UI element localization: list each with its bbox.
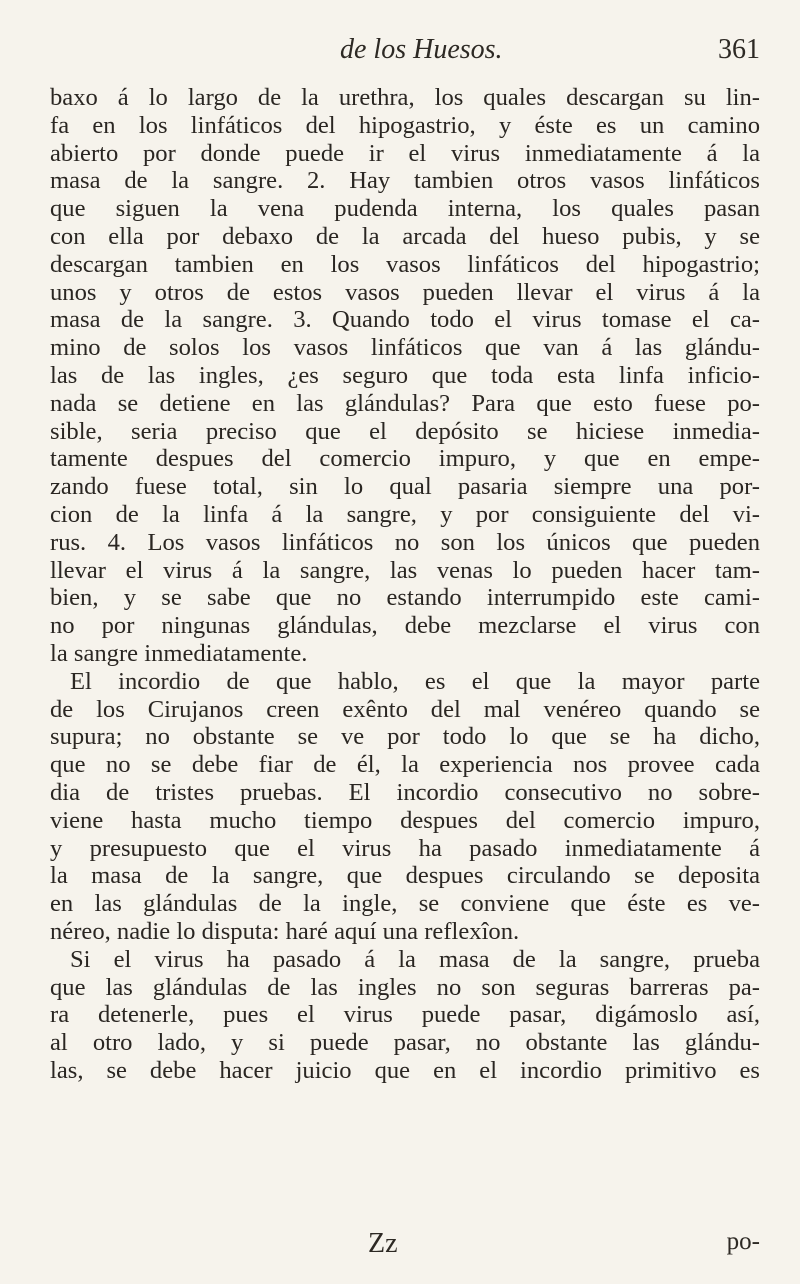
- text-line: de los Cirujanos creen exênto del mal venéreo quando se: [50, 695, 760, 723]
- text-line: que no se debe fiar de él, la experiencia nos provee cada: [50, 751, 760, 779]
- text-line: fa en los linfáticos del hipogastrio, y éste es un camino: [50, 111, 760, 139]
- page-number: 361: [718, 34, 760, 65]
- text-line: zando fuese total, sin lo qual pasaria siempre una por-: [50, 473, 760, 501]
- text-line: mino de solos los vasos linfáticos que van á las glándu-: [50, 334, 760, 362]
- page-footer: [0, 1228, 800, 1268]
- text-line: viene hasta mucho tiempo despues del comercio impuro,: [50, 806, 760, 834]
- text-line: El incordio de que hablo, es el que la mayor parte: [70, 667, 760, 695]
- text-line: unos y otros de estos vasos pueden llevar el virus á la: [50, 278, 760, 306]
- text-line: baxo á lo largo de la urethra, los quales descargan su lin-: [50, 84, 760, 111]
- text-line: descargan tambien en los vasos linfáticos del hipogastrio;: [50, 250, 760, 278]
- signature-mark: Zz: [368, 1228, 398, 1259]
- text-line: néreo, nadie lo disputa: haré aquí una reflexîon.: [50, 917, 520, 945]
- text-line: con ella por debaxo de la arcada del hueso pubis, y se: [50, 222, 760, 250]
- body-text: [50, 84, 760, 1085]
- text-line: bien, y se sabe que no estando interrumpido este cami-: [50, 584, 760, 612]
- text-line: y presupuesto que el virus ha pasado inmediatamente á: [50, 834, 760, 862]
- page-header: [0, 28, 800, 68]
- text-line: nada se detiene en las glándulas? Para que esto fuese po-: [50, 389, 760, 417]
- text-line: ra detenerle, pues el virus puede pasar, digámoslo así,: [50, 1001, 760, 1029]
- text-line: en las glándulas de la ingle, se conviene que éste es ve-: [50, 890, 760, 918]
- text-line: la masa de la sangre, que despues circulando se deposita: [50, 862, 760, 890]
- text-line: tamente despues del comercio impuro, y que en empe-: [50, 445, 760, 473]
- text-line: no por ningunas glándulas, debe mezclarse el virus con: [50, 612, 760, 640]
- text-line: supura; no obstante se ve por todo lo que se ha dicho,: [50, 723, 760, 751]
- text-line: cion de la linfa á la sangre, y por consiguiente del vi-: [50, 500, 760, 528]
- text-line: masa de la sangre. 2. Hay tambien otros vasos linfáticos: [50, 167, 760, 195]
- running-title: de los Huesos.: [340, 34, 503, 65]
- text-line: dia de tristes pruebas. El incordio consecutivo no sobre-: [50, 778, 760, 806]
- text-line: que las glándulas de las ingles no son seguras barreras pa-: [50, 973, 760, 1001]
- text-line: las, se debe hacer juicio que en el incordio primitivo es: [50, 1056, 760, 1084]
- text-line: las de las ingles, ¿es seguro que toda esta linfa inficio-: [50, 361, 760, 389]
- text-line: llevar el virus á la sangre, las venas lo pueden hacer tam-: [50, 556, 760, 584]
- text-line: al otro lado, y si puede pasar, no obstante las glándu-: [50, 1029, 760, 1057]
- text-line: la sangre inmediatamente.: [50, 639, 308, 667]
- text-line: Si el virus ha pasado á la masa de la sangre, prueba: [70, 945, 760, 973]
- text-line: abierto por donde puede ir el virus inmediatamente á la: [50, 139, 760, 167]
- text-line: sible, seria preciso que el depósito se hiciese inmedia-: [50, 417, 760, 445]
- text-line: masa de la sangre. 3. Quando todo el virus tomase el ca-: [50, 306, 760, 334]
- text-line: que siguen la vena pudenda interna, los quales pasan: [50, 195, 760, 223]
- catchword: po-: [726, 1228, 760, 1255]
- text-line: rus. 4. Los vasos linfáticos no son los únicos que pueden: [50, 528, 760, 556]
